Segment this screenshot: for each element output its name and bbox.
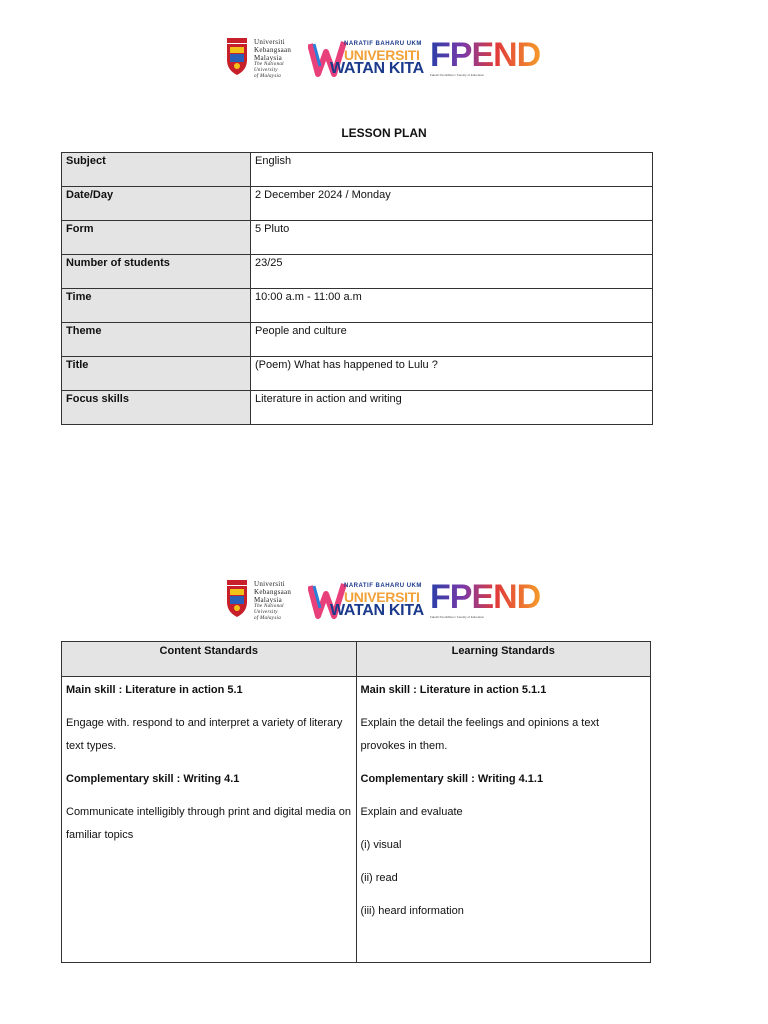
learning-standards-cell <box>356 677 651 963</box>
learning-comp-skill: Complementary skill : Writing 4.1.1 <box>360 773 544 785</box>
table-row <box>62 289 653 323</box>
table-row <box>62 391 653 425</box>
subject-label: Subject <box>62 153 251 187</box>
content-standards-header: Content Standards <box>62 642 357 677</box>
table-row <box>62 187 653 221</box>
subject-value: English <box>251 153 653 187</box>
learning-item-visual: (i) visual <box>360 839 402 851</box>
focus-skills-label: Focus skills <box>62 391 251 425</box>
learning-item-heard: (iii) heard information <box>360 905 464 917</box>
students-value: 23/25 <box>251 255 653 289</box>
learning-comp-desc: Explain and evaluate <box>360 806 463 818</box>
students-label: Number of students <box>62 255 251 289</box>
learning-standards-header: Learning Standards <box>356 642 651 677</box>
table-row <box>62 255 653 289</box>
table-row <box>62 357 653 391</box>
ukm-wordmark: Universiti Kebangsaan Malaysia The National University of Malaysia <box>254 580 292 621</box>
logo-header-top <box>224 36 546 80</box>
table-row <box>62 221 653 255</box>
universiti-watan-kita-logo: NARATIF BAHARU UKM UNIVERSITI WATAN KITA <box>308 580 426 620</box>
page-title: LESSON PLAN <box>341 126 427 140</box>
table-row <box>62 677 651 963</box>
content-main-skill: Main skill : Literature in action 5.1 <box>66 684 243 696</box>
focus-skills-value: Literature in action and writing <box>251 391 653 425</box>
time-value: 10:00 a.m - 11:00 a.m <box>251 289 653 323</box>
theme-value: People and culture <box>251 323 653 357</box>
learning-main-skill: Main skill : Literature in action 5.1.1 <box>360 684 547 696</box>
time-label: Time <box>62 289 251 323</box>
table-row <box>62 323 653 357</box>
ukm-logo <box>224 578 304 622</box>
table-header-row <box>62 642 651 677</box>
date-label: Date/Day <box>62 187 251 221</box>
ukm-wordmark: Universiti Kebangsaan Malaysia The National University of Malaysia <box>254 38 292 79</box>
fpend-logo: FPEND Fakulti Pendidikan / Faculty of Education <box>430 36 541 77</box>
ukm-crest-icon <box>224 580 250 618</box>
content-comp-desc: Communicate intelligibly through print and digital media on familiar topics <box>66 806 351 841</box>
fpend-logo: FPEND Fakulti Pendidikan / Faculty of Education <box>430 578 541 619</box>
logo-header-bottom <box>224 578 546 622</box>
theme-label: Theme <box>62 323 251 357</box>
ukm-crest-icon <box>224 38 250 76</box>
ukm-logo <box>224 36 304 80</box>
table-row <box>62 153 653 187</box>
title-value: (Poem) What has happened to Lulu ? <box>251 357 653 391</box>
content-comp-skill: Complementary skill : Writing 4.1 <box>66 773 240 785</box>
form-value: 5 Pluto <box>251 221 653 255</box>
learning-item-read: (ii) read <box>360 872 398 884</box>
content-standards-cell <box>62 677 357 963</box>
universiti-watan-kita-logo: NARATIF BAHARU UKM UNIVERSITI WATAN KITA <box>308 38 426 78</box>
title-label: Title <box>62 357 251 391</box>
learning-main-desc: Explain the detail the feelings and opinions a text provokes in them. <box>360 717 599 752</box>
content-main-desc: Engage with. respond to and interpret a variety of literary text types. <box>66 717 343 752</box>
standards-table <box>61 641 651 963</box>
date-value: 2 December 2024 / Monday <box>251 187 653 221</box>
lesson-info-table <box>61 152 653 425</box>
form-label: Form <box>62 221 251 255</box>
